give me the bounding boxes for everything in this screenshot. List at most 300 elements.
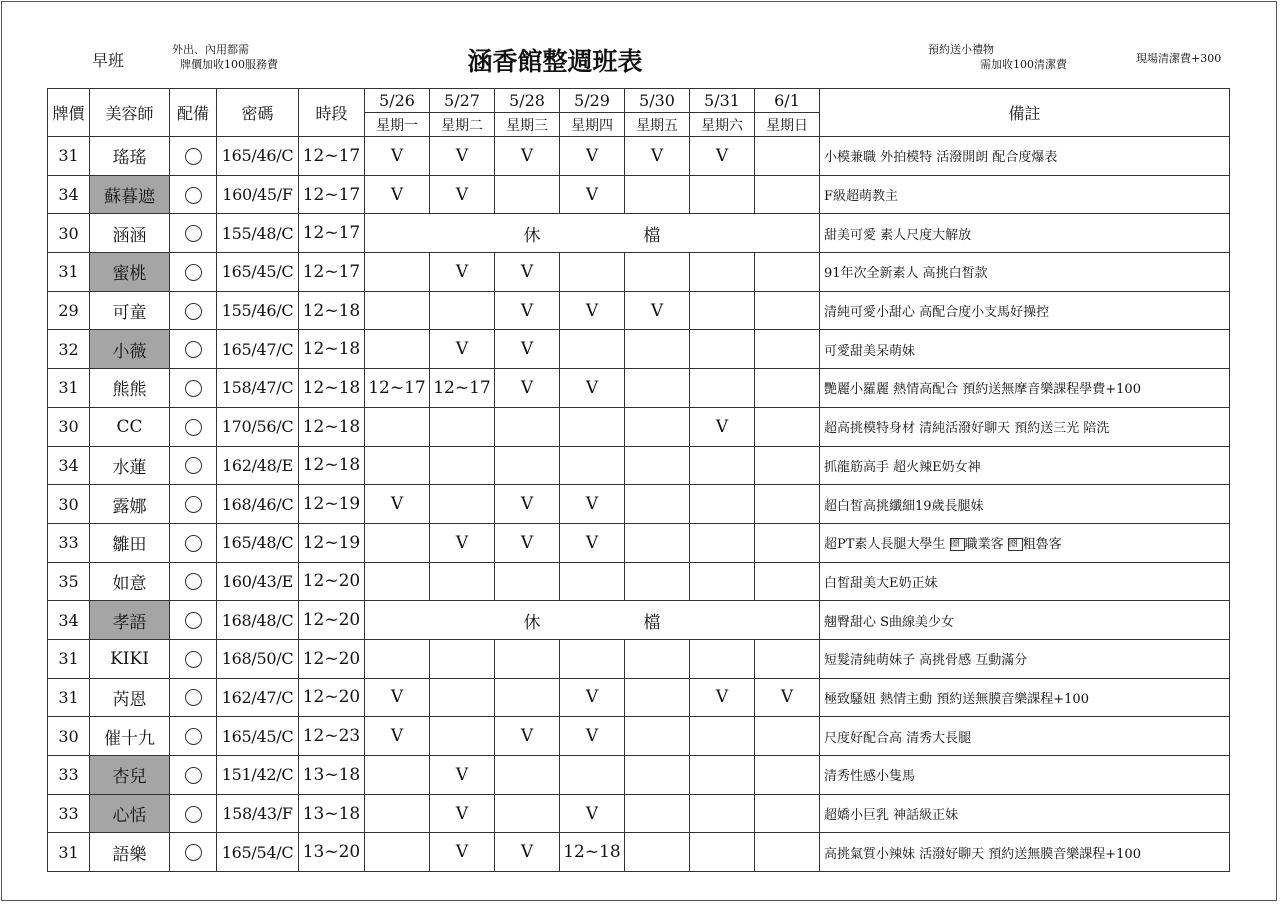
day-cell: V [560, 794, 625, 833]
day-cell [365, 253, 430, 292]
beautician-name: 露娜 [90, 485, 170, 524]
day-cell [690, 794, 755, 833]
day-cell: V [560, 369, 625, 408]
day-cell [755, 562, 820, 601]
table-row [48, 137, 1230, 176]
remark-text: 職業客 [964, 537, 1008, 553]
day-cell: V [430, 330, 495, 369]
day-cell [755, 485, 820, 524]
day-cell [690, 523, 755, 562]
circle-icon [185, 612, 202, 629]
day-cell [755, 523, 820, 562]
beautician-name: 熊熊 [90, 369, 170, 408]
equip-cell [170, 562, 217, 601]
col-header-weekday: 星期一 [365, 113, 430, 137]
col-header-equip: 配備 [170, 89, 217, 137]
equip-cell [170, 717, 217, 756]
remark-cell: 超嬌小巨乳 神話級正妹 [820, 794, 1230, 833]
code-cell: 160/43/E [217, 562, 299, 601]
circle-icon [185, 535, 202, 552]
price-cell: 34 [48, 601, 90, 640]
equip-cell [170, 833, 217, 872]
code-cell: 165/45/C [217, 717, 299, 756]
slot-cell: 13~18 [299, 794, 365, 833]
price-cell: 31 [48, 678, 90, 717]
circle-icon [185, 573, 202, 590]
remark-cell: F級超萌教主 [820, 175, 1230, 214]
code-cell: 155/48/C [217, 214, 299, 253]
slot-cell: 12~20 [299, 639, 365, 678]
price-cell: 31 [48, 253, 90, 292]
day-cell [625, 253, 690, 292]
slot-cell: 12~17 [299, 137, 365, 176]
equip-cell [170, 253, 217, 292]
day-cell [430, 407, 495, 446]
code-cell: 158/47/C [217, 369, 299, 408]
beautician-name: 水蓮 [90, 446, 170, 485]
day-cell [755, 756, 820, 795]
beautician-name: 如意 [90, 562, 170, 601]
price-cell: 31 [48, 833, 90, 872]
day-cell [690, 446, 755, 485]
equip-cell [170, 446, 217, 485]
day-cell [755, 291, 820, 330]
beautician-name: 催十九 [90, 717, 170, 756]
day-cell [625, 407, 690, 446]
equip-cell [170, 756, 217, 795]
day-cell [755, 369, 820, 408]
slot-cell: 12~19 [299, 523, 365, 562]
table-row [48, 639, 1230, 678]
day-cell [625, 369, 690, 408]
day-cell: V [495, 523, 560, 562]
day-cell [365, 330, 430, 369]
code-cell: 165/47/C [217, 330, 299, 369]
remark-cell: 翹臀甜心 S曲線美少女 [820, 601, 1230, 640]
day-cell: V [495, 717, 560, 756]
code-cell: 151/42/C [217, 756, 299, 795]
day-cell [755, 137, 820, 176]
beautician-name: 可童 [90, 291, 170, 330]
equip-cell [170, 485, 217, 524]
slot-cell: 12~20 [299, 678, 365, 717]
equip-cell [170, 214, 217, 253]
day-cell [755, 717, 820, 756]
code-cell: 158/43/F [217, 794, 299, 833]
day-cell [690, 639, 755, 678]
onsite-cleaning-note: 現場清潔費+300 [1136, 52, 1222, 65]
day-cell [690, 175, 755, 214]
col-header-slot: 時段 [299, 89, 365, 137]
col-header-date: 6/1 [755, 89, 820, 113]
code-cell: 165/48/C [217, 523, 299, 562]
code-cell: 165/45/C [217, 253, 299, 292]
circle-icon [185, 148, 202, 165]
day-cell: V [495, 137, 560, 176]
circle-icon [185, 689, 202, 706]
price-cell: 34 [48, 175, 90, 214]
day-cell [755, 330, 820, 369]
equip-cell [170, 601, 217, 640]
day-cell [495, 639, 560, 678]
remark-cell: 尺度好配合高 清秀大長腿 [820, 717, 1230, 756]
day-cell [365, 833, 430, 872]
remark-text: 粗魯客 [1022, 537, 1062, 553]
slot-cell: 12~20 [299, 562, 365, 601]
day-cell [625, 523, 690, 562]
col-header-date: 5/30 [625, 89, 690, 113]
table-row [48, 562, 1230, 601]
day-cell [430, 291, 495, 330]
table-row [48, 717, 1230, 756]
day-cell: 12~18 [560, 833, 625, 872]
day-cell [690, 253, 755, 292]
code-cell: 160/45/F [217, 175, 299, 214]
day-cell [755, 175, 820, 214]
col-header-code: 密碼 [217, 89, 299, 137]
day-cell: V [430, 794, 495, 833]
day-cell [430, 562, 495, 601]
day-cell: V [755, 678, 820, 717]
equip-cell [170, 794, 217, 833]
day-cell: V [495, 330, 560, 369]
col-header-weekday: 星期日 [755, 113, 820, 137]
service-fee-note-line2: 牌價加收100服務費 [180, 58, 278, 71]
slot-cell: 12~18 [299, 291, 365, 330]
col-header-price: 牌價 [48, 89, 90, 137]
circle-icon [185, 844, 202, 861]
day-cell [690, 717, 755, 756]
day-cell: V [560, 678, 625, 717]
day-cell: V [495, 291, 560, 330]
day-cell: V [560, 485, 625, 524]
day-cell: V [495, 485, 560, 524]
col-header-date: 5/26 [365, 89, 430, 113]
day-off-label-a: 休 [523, 612, 541, 633]
code-cell: 170/56/C [217, 407, 299, 446]
day-cell [690, 756, 755, 795]
remark-cell: 91年次全新素人 高挑白皙款 [820, 253, 1230, 292]
circle-icon [185, 380, 202, 397]
day-cell [495, 446, 560, 485]
table-row [48, 523, 1230, 562]
day-cell: V [430, 137, 495, 176]
day-cell [365, 407, 430, 446]
day-cell: V [430, 833, 495, 872]
circle-icon [185, 767, 202, 784]
beautician-name: 孝語 [90, 601, 170, 640]
mark-icon: 圈 [1008, 538, 1023, 551]
slot-cell: 12~18 [299, 446, 365, 485]
table-row [48, 291, 1230, 330]
table-row [48, 485, 1230, 524]
slot-cell: 12~23 [299, 717, 365, 756]
price-cell: 30 [48, 214, 90, 253]
beautician-name: 蜜桃 [90, 253, 170, 292]
price-cell: 31 [48, 137, 90, 176]
beautician-name: 心恬 [90, 794, 170, 833]
service-fee-note-line1: 外出、內用都需 [172, 43, 249, 56]
day-cell [430, 678, 495, 717]
table-row [48, 330, 1230, 369]
equip-cell [170, 678, 217, 717]
remark-cell: 極致騷妞 熱情主動 預約送無膜音樂課程+100 [820, 678, 1230, 717]
table-row [48, 253, 1230, 292]
col-header-weekday: 星期六 [690, 113, 755, 137]
day-cell: V [560, 175, 625, 214]
day-cell [365, 523, 430, 562]
beautician-name: 蘇暮遮 [90, 175, 170, 214]
day-cell [755, 446, 820, 485]
table-row [48, 833, 1230, 872]
day-cell [495, 562, 560, 601]
day-cell: V [625, 137, 690, 176]
slot-cell: 12~20 [299, 601, 365, 640]
day-cell: V [495, 253, 560, 292]
equip-cell [170, 523, 217, 562]
remark-cell: 甜美可愛 素人尺度大解放 [820, 214, 1230, 253]
price-cell: 33 [48, 794, 90, 833]
code-cell: 155/46/C [217, 291, 299, 330]
day-cell [560, 446, 625, 485]
day-cell: V [625, 291, 690, 330]
circle-icon [185, 496, 202, 513]
day-cell [625, 678, 690, 717]
day-cell [690, 562, 755, 601]
day-cell [560, 639, 625, 678]
page-title: 涵香館整週班表 [467, 47, 643, 76]
day-cell: V [430, 253, 495, 292]
circle-icon [185, 806, 202, 823]
day-cell: V [430, 523, 495, 562]
day-cell [495, 678, 560, 717]
day-cell: V [430, 756, 495, 795]
day-cell [690, 833, 755, 872]
price-cell: 35 [48, 562, 90, 601]
circle-icon [185, 457, 202, 474]
price-cell: 33 [48, 756, 90, 795]
price-cell: 29 [48, 291, 90, 330]
day-cell [365, 446, 430, 485]
remark-text: 超PT素人長腿大學生 [824, 537, 950, 553]
code-cell: 168/50/C [217, 639, 299, 678]
day-cell [430, 717, 495, 756]
circle-icon [185, 728, 202, 745]
day-cell: 12~17 [365, 369, 430, 408]
day-cell [625, 330, 690, 369]
code-cell: 165/54/C [217, 833, 299, 872]
day-cell [755, 253, 820, 292]
day-cell [625, 639, 690, 678]
price-cell: 30 [48, 485, 90, 524]
price-cell: 34 [48, 446, 90, 485]
table-row [48, 756, 1230, 795]
col-header-weekday: 星期三 [495, 113, 560, 137]
day-cell: V [365, 175, 430, 214]
day-cell [625, 794, 690, 833]
reservation-note [928, 42, 1067, 72]
shift-label: 早班 [92, 51, 125, 70]
day-cell: V [365, 717, 430, 756]
slot-cell: 12~17 [299, 253, 365, 292]
beautician-name: 語樂 [90, 833, 170, 872]
day-cell: V [560, 137, 625, 176]
slot-cell: 12~19 [299, 485, 365, 524]
circle-icon [185, 419, 202, 436]
table-row [48, 601, 1230, 640]
equip-cell [170, 330, 217, 369]
col-header-weekday: 星期五 [625, 113, 690, 137]
day-cell: V [365, 678, 430, 717]
day-cell [690, 291, 755, 330]
day-cell [690, 369, 755, 408]
day-cell [365, 291, 430, 330]
day-cell [755, 833, 820, 872]
table-row [48, 446, 1230, 485]
equip-cell [170, 639, 217, 678]
beautician-name: KIKI [90, 639, 170, 678]
day-cell [625, 833, 690, 872]
remark-cell: 小模兼職 外拍模特 活潑開朗 配合度爆表 [820, 137, 1230, 176]
day-cell: V [690, 678, 755, 717]
remark-cell: 清純可愛小甜心 高配合度小支馬好操控 [820, 291, 1230, 330]
equip-cell [170, 369, 217, 408]
reservation-note-line1: 預約送小禮物 [928, 43, 994, 56]
remark-cell: 可愛甜美呆萌妹 [820, 330, 1230, 369]
beautician-name: 雛田 [90, 523, 170, 562]
day-off-label-b: 檔 [643, 225, 661, 246]
day-cell [625, 756, 690, 795]
circle-icon [185, 187, 202, 204]
day-cell [755, 794, 820, 833]
day-cell [430, 485, 495, 524]
remark-cell: 超白皙高挑纖細19歲長腿妹 [820, 485, 1230, 524]
day-cell [365, 639, 430, 678]
day-cell [690, 330, 755, 369]
beautician-name: 小薇 [90, 330, 170, 369]
beautician-name: 杏兒 [90, 756, 170, 795]
remark-cell: 抓龍筋高手 超火辣E奶女神 [820, 446, 1230, 485]
remark-cell [820, 523, 1230, 562]
day-cell [625, 485, 690, 524]
slot-cell: 12~18 [299, 407, 365, 446]
equip-cell [170, 291, 217, 330]
day-cell [365, 562, 430, 601]
col-header-date: 5/28 [495, 89, 560, 113]
day-off-cell [365, 214, 820, 253]
day-cell [755, 407, 820, 446]
slot-cell: 12~18 [299, 369, 365, 408]
col-header-remark: 備註 [820, 89, 1230, 137]
table-row [48, 794, 1230, 833]
header-row-dates [48, 89, 1230, 113]
day-cell [755, 639, 820, 678]
remark-cell: 短髮清純萌妹子 高挑骨感 互動滿分 [820, 639, 1230, 678]
col-header-date: 5/27 [430, 89, 495, 113]
table-row [48, 407, 1230, 446]
remark-cell: 高挑氣質小辣妹 活潑好聊天 預約送無膜音樂課程+100 [820, 833, 1230, 872]
day-cell: V [690, 407, 755, 446]
slot-cell: 13~20 [299, 833, 365, 872]
day-cell: V [560, 523, 625, 562]
beautician-name: 瑤瑤 [90, 137, 170, 176]
day-cell [495, 407, 560, 446]
table-row [48, 678, 1230, 717]
day-cell [430, 639, 495, 678]
code-cell: 162/48/E [217, 446, 299, 485]
beautician-name: CC [90, 407, 170, 446]
day-cell [495, 756, 560, 795]
day-cell: V [560, 717, 625, 756]
day-cell [625, 175, 690, 214]
price-cell: 31 [48, 369, 90, 408]
table-row [48, 214, 1230, 253]
day-cell [560, 253, 625, 292]
day-cell [365, 756, 430, 795]
col-header-weekday: 星期四 [560, 113, 625, 137]
day-cell: V [365, 485, 430, 524]
reservation-note-line2: 需加收100清潔費 [980, 58, 1067, 71]
day-cell [495, 175, 560, 214]
price-cell: 30 [48, 407, 90, 446]
remark-cell: 艷麗小羅麗 熱情高配合 預約送無摩音樂課程學費+100 [820, 369, 1230, 408]
equip-cell [170, 175, 217, 214]
day-cell [625, 446, 690, 485]
day-off-label-a: 休 [523, 225, 541, 246]
mark-icon: 圈 [950, 538, 965, 551]
beautician-name: 涵涵 [90, 214, 170, 253]
day-cell: V [560, 291, 625, 330]
day-cell: V [690, 137, 755, 176]
equip-cell [170, 137, 217, 176]
slot-cell: 12~17 [299, 214, 365, 253]
circle-icon [185, 225, 202, 242]
day-cell [560, 407, 625, 446]
code-cell: 168/48/C [217, 601, 299, 640]
remark-cell: 超高挑模特身材 清純活潑好聊天 預約送三光 陪洗 [820, 407, 1230, 446]
day-cell [625, 562, 690, 601]
day-cell [560, 562, 625, 601]
slot-cell: 12~17 [299, 175, 365, 214]
equip-cell [170, 407, 217, 446]
day-cell [560, 330, 625, 369]
beautician-name: 芮恩 [90, 678, 170, 717]
slot-cell: 13~18 [299, 756, 365, 795]
day-cell [560, 756, 625, 795]
price-cell: 30 [48, 717, 90, 756]
table-row [48, 369, 1230, 408]
col-header-beautician: 美容師 [90, 89, 170, 137]
remark-cell: 清秀性感小隻馬 [820, 756, 1230, 795]
col-header-weekday: 星期二 [430, 113, 495, 137]
day-cell: V [430, 175, 495, 214]
circle-icon [185, 651, 202, 668]
day-cell [365, 794, 430, 833]
table-row [48, 175, 1230, 214]
slot-cell: 12~18 [299, 330, 365, 369]
price-cell: 33 [48, 523, 90, 562]
circle-icon [185, 303, 202, 320]
code-cell: 162/47/C [217, 678, 299, 717]
day-cell: V [495, 369, 560, 408]
day-cell [625, 717, 690, 756]
day-cell [690, 485, 755, 524]
day-off-cell [365, 601, 820, 640]
col-header-date: 5/31 [690, 89, 755, 113]
col-header-date: 5/29 [560, 89, 625, 113]
circle-icon [185, 341, 202, 358]
price-cell: 32 [48, 330, 90, 369]
